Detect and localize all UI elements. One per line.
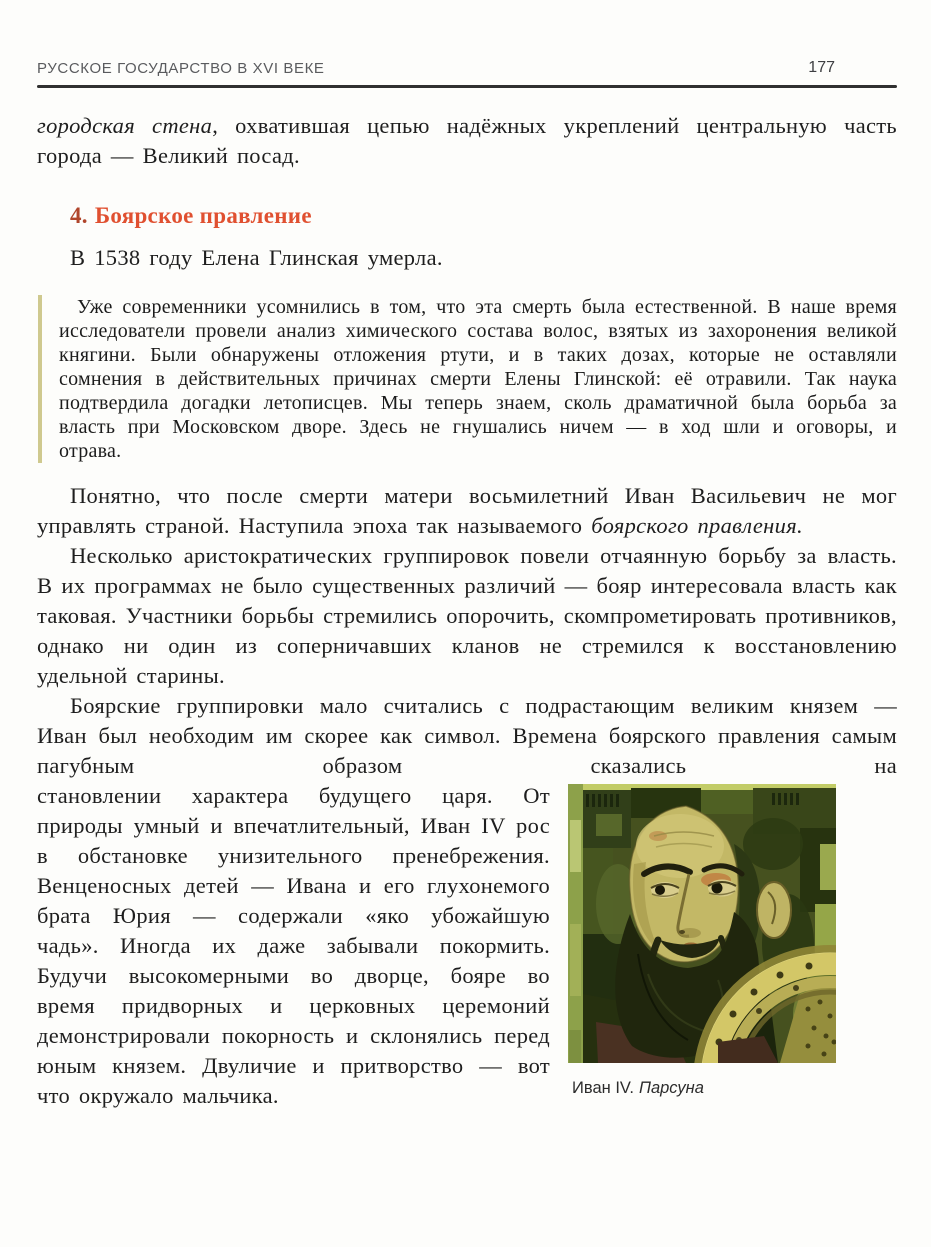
section-heading [37, 202, 897, 229]
header-rule [37, 85, 897, 88]
lead-paragraph-rest: , охватившая цепью надёжных укреплений центральную часть города — Великий посад. [37, 113, 897, 168]
paragraph-after-quote-normal: Понятно, что после смерти матери восьмилетний Иван Васильевич не мог управлять страной. Наступила эпоха так называемого [37, 483, 897, 538]
quote-text: Уже современники усомнились в том, что эта смерть была естественной. В наше время исследователи провели анализ химического состава волос, взятых из захоронения великой княгини. Были обнаружены отложения ртути, и в таких дозах, которые не оставляли сомнения в действительных причинах смерти Елены Глинской: её отравили. Так наука подтвердила догадки летописцев. Мы теперь знаем, сколь драматичной была борьба за власть при Московском дворе. Здесь не гнушались ничем — в ход шли и оговоры, и отрава. [59, 296, 897, 462]
section-title: Боярское правление [94, 203, 312, 228]
figure-ivan-iv [568, 784, 836, 1098]
lead-paragraph-italic: городская стена [37, 113, 213, 138]
sidebar-quote-block [38, 295, 897, 463]
wrap-section [37, 781, 897, 1111]
paragraph-factions: Несколько аристократических группировок повели отчаянную борьбу за власть. В их программах не было существенных различий — бояр интересовала власть как таковая. Участники борьбы стремились опорочить, скомпрометировать противников, однако ни один из соперничавших кланов не стремился к восстановлению удельной старины. [37, 543, 897, 688]
lead-paragraph [37, 111, 897, 171]
section-number: 4. [70, 203, 88, 228]
ivan-iv-parsuna-image [568, 784, 836, 1063]
figure-caption [568, 1079, 836, 1098]
paragraph-boyar-groups-part2: становлении характера будущего царя. От природы умный и впечатлительный, Иван IV рос в обстановке унизительного пренебрежения. Венценосных детей — Ивана и его глухонемого брата Юрия — содержали «яко убожайшую чадь». Иногда их даже забывали покормить. Будучи высокомерными во дворце, бояре во время придворных и церковных церемоний демонстрировали покорность и склонялись перед юным князем. Двуличие и притворство — вот что окружало мальчика. [37, 783, 550, 1108]
intro-sentence: В 1538 году Елена Глинская умерла. [70, 245, 443, 270]
page-number: 177 [808, 59, 835, 76]
page-content [37, 0, 897, 1111]
figure-caption-name: Иван IV. [572, 1079, 634, 1097]
paragraph-after-quote [37, 481, 897, 541]
paragraph-boyar-groups-part1: Боярские группировки мало считались с подрастающим великим князем — Иван был необходим им скорее как символ. Времена боярского правления самым пагубным образом сказались на [37, 693, 897, 778]
paragraph-after-quote-italic: боярского правления. [591, 513, 803, 538]
chapter-header-title: РУССКОЕ ГОСУДАРСТВО В XVI ВЕКЕ [37, 60, 325, 77]
running-header [37, 0, 897, 77]
figure-caption-title: Парсуна [638, 1079, 704, 1097]
